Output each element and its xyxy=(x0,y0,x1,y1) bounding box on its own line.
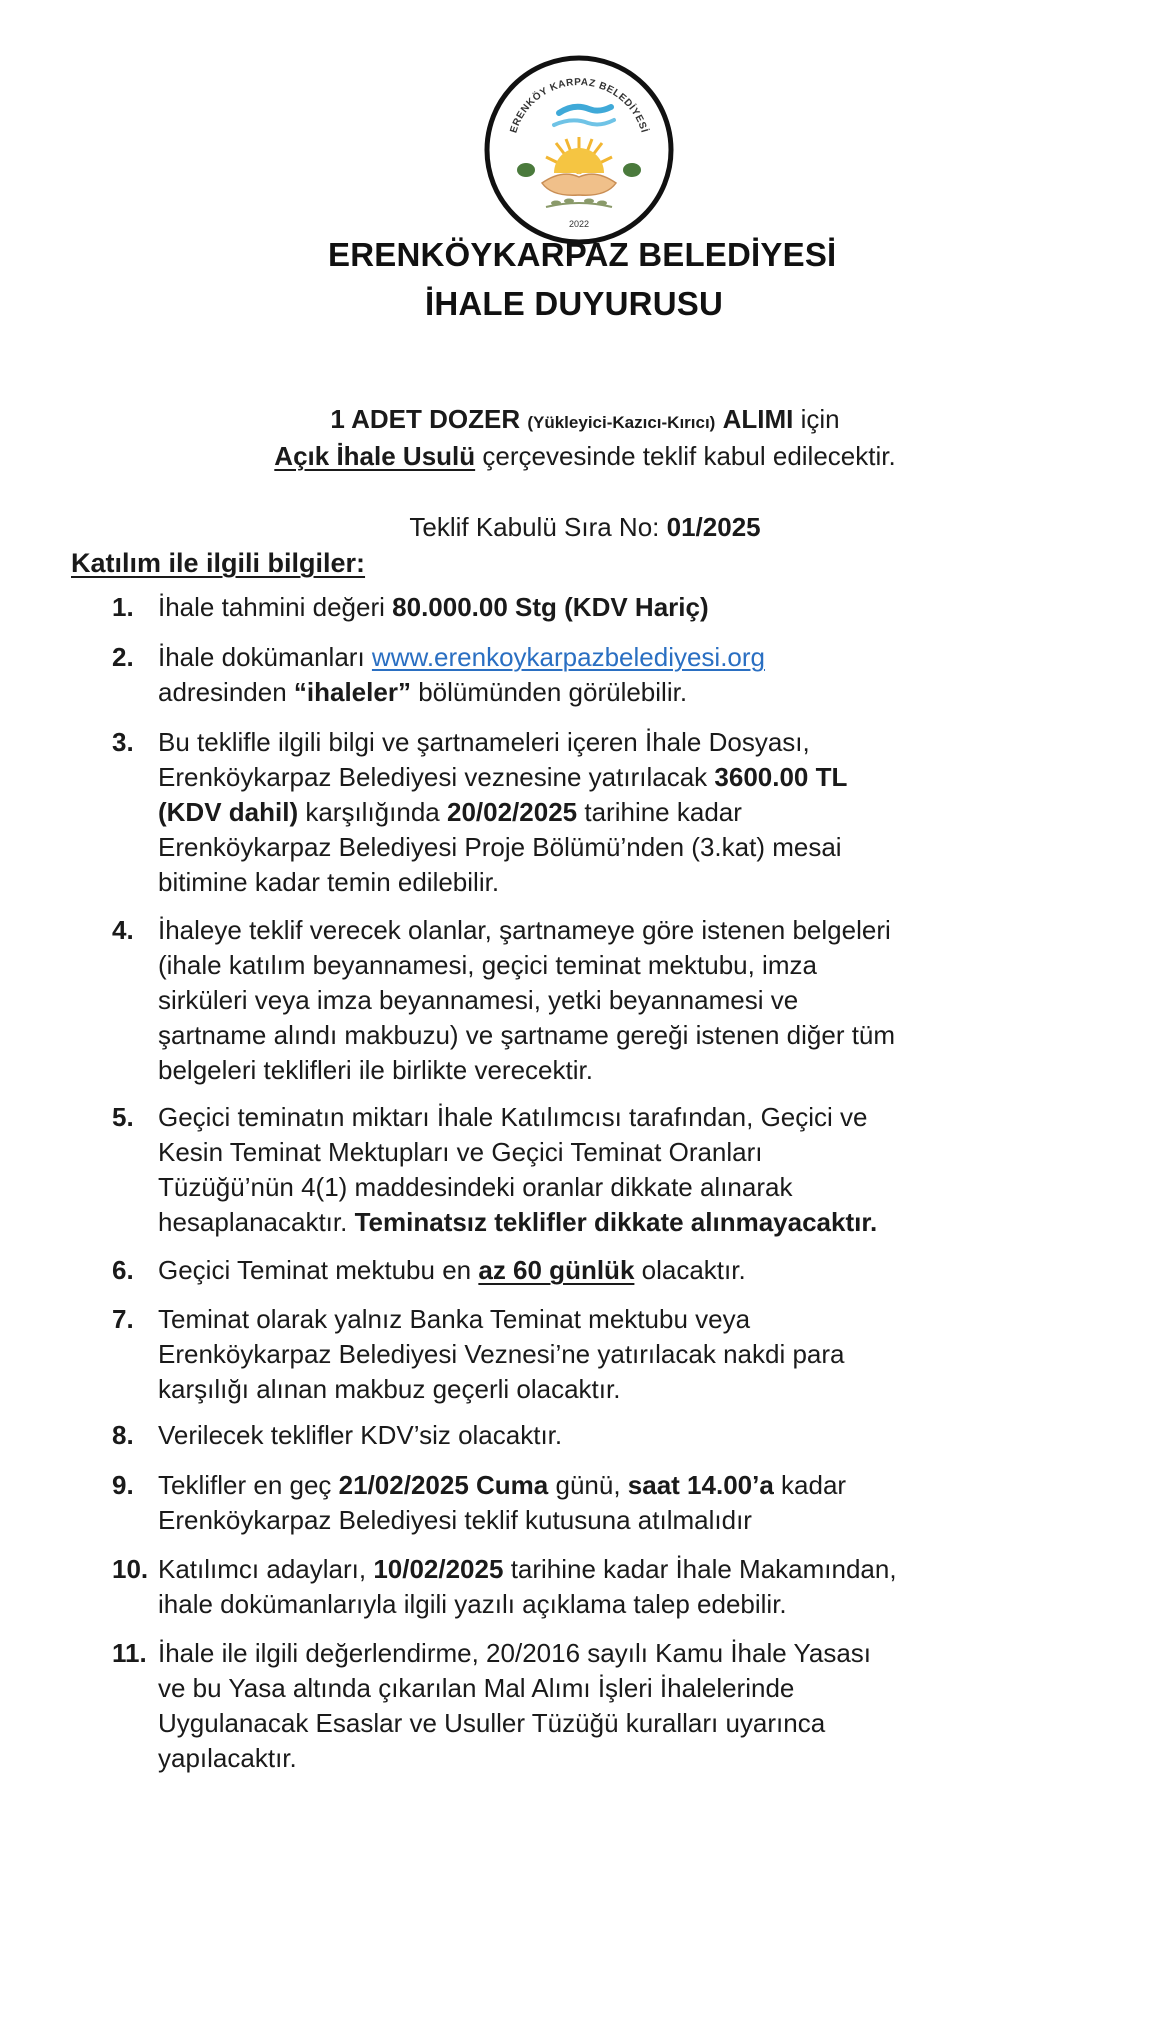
item-text: Erenköykarpaz Belediyesi veznesine yatırılacak xyxy=(158,762,708,792)
item-line: Uygulanacak Esaslar ve Usuller Tüzüğü kuralları uyarınca xyxy=(158,1708,826,1738)
estimated-value: 80.000.00 Stg (KDV Hariç) xyxy=(392,592,709,622)
clarification-date: 10/02/2025 xyxy=(373,1554,504,1584)
list-item xyxy=(112,725,1122,900)
list-item xyxy=(112,1418,1122,1453)
item-line: (ihale katılım beyannamesi, geçici teminat mektubu, imza xyxy=(158,950,817,980)
item-number: 2. xyxy=(112,642,134,672)
document-subtitle: İHALE DUYURUSU xyxy=(425,285,723,322)
list-item xyxy=(112,1468,1122,1538)
item-line: Erenköykarpaz Belediyesi Veznesi’ne yatırılacak nakdi para xyxy=(158,1339,845,1369)
list-item xyxy=(112,590,1122,625)
item-line: sirküleri veya imza beyannamesi, yetki beyannamesi ve xyxy=(158,985,799,1015)
item-line: Kesin Teminat Mektupları ve Geçici Teminat Oranları xyxy=(158,1137,763,1167)
warning-text: Teminatsız teklifler dikkate alınmayacaktır. xyxy=(354,1207,878,1237)
item-line: ihale dokümanlarıyla ilgili yazılı açıklama talep edebilir. xyxy=(158,1589,787,1619)
list-item xyxy=(112,913,1122,1088)
list-item xyxy=(112,1253,1122,1288)
intro-line-2-text: çerçevesinde teklif kabul edilecektir. xyxy=(482,441,896,471)
list-item xyxy=(112,1552,1122,1622)
validity-period: az 60 günlük xyxy=(478,1255,635,1285)
item-line: Erenköykarpaz Belediyesi Proje Bölümü’nden (3.kat) mesai xyxy=(158,832,842,862)
list-item xyxy=(112,1100,1122,1240)
item-number: 7. xyxy=(112,1304,134,1334)
list-item xyxy=(112,640,1122,710)
list-item xyxy=(112,1636,1122,1776)
item-number: 1. xyxy=(112,592,134,622)
item-text: İhale tahmini değeri xyxy=(158,592,385,622)
intro-line-2 xyxy=(0,441,1170,472)
item-text: İhale dokümanları xyxy=(158,642,365,672)
website-link[interactable]: www.erenkoykarpazbelediyesi.org xyxy=(371,642,766,672)
intro-line-1 xyxy=(0,404,1170,435)
deadline-date: 20/02/2025 xyxy=(446,797,578,827)
svg-text:ERENKÖY KARPAZ BELEDİYESİ: ERENKÖY KARPAZ BELEDİYESİ xyxy=(508,76,650,135)
item-text: tarihine kadar xyxy=(584,797,742,827)
item-line: İhaleye teklif verecek olanlar, şartnameye göre istenen belgeleri xyxy=(158,915,891,945)
submission-time: saat 14.00’a xyxy=(627,1470,774,1500)
item-number: 5. xyxy=(112,1102,134,1132)
item-line: şartname alındı makbuzu) ve şartname gereği istenen diğer tüm xyxy=(158,1020,896,1050)
intro-item-detail: (Yükleyici-Kazıcı-Kırıcı) xyxy=(527,413,716,432)
document-title: ERENKÖYKARPAZ BELEDİYESİ xyxy=(328,236,837,273)
vat-note: (KDV dahil) xyxy=(158,797,299,827)
item-number: 8. xyxy=(112,1420,134,1450)
municipality-logo xyxy=(484,55,674,245)
item-text: kadar xyxy=(781,1470,847,1500)
reference-label: Teklif Kabulü Sıra No: xyxy=(409,512,660,542)
item-text: karşılığında xyxy=(305,797,440,827)
item-line: karşılığı alınan makbuz geçerli olacaktır. xyxy=(158,1374,621,1404)
item-line: ve bu Yasa altında çıkarılan Mal Alımı İşleri İhalelerinde xyxy=(158,1673,795,1703)
intro-action: ALIMI xyxy=(722,404,794,434)
item-line: Verilecek teklifler KDV’siz olacaktır. xyxy=(158,1420,563,1450)
svg-text:2022: 2022 xyxy=(568,219,590,229)
item-text: tarihine kadar İhale Makamından, xyxy=(510,1554,897,1584)
item-text: günü, xyxy=(555,1470,621,1500)
item-text: hesaplanacaktır. xyxy=(158,1207,348,1237)
item-line: Bu teklifle ilgili bilgi ve şartnameleri içeren İhale Dosyası, xyxy=(158,727,810,757)
item-text: bölümünden görülebilir. xyxy=(418,677,688,707)
item-number: 6. xyxy=(112,1255,134,1285)
item-text: Katılımcı adayları, xyxy=(158,1554,367,1584)
item-line: İhale ile ilgili değerlendirme, 20/2016 sayılı Kamu İhale Yasası xyxy=(158,1638,872,1668)
tender-method: Açık İhale Usulü xyxy=(274,441,476,471)
reference-number xyxy=(0,512,1170,543)
item-line: belgeleri teklifleri ile birlikte verecektir. xyxy=(158,1055,593,1085)
item-number: 10. xyxy=(112,1554,149,1584)
intro-item: 1 ADET DOZER xyxy=(330,404,521,434)
item-line: yapılacaktır. xyxy=(158,1743,297,1773)
item-number: 4. xyxy=(112,915,134,945)
item-number: 11. xyxy=(112,1638,147,1668)
list-item xyxy=(112,1302,1122,1407)
item-text: adresinden xyxy=(158,677,287,707)
intro-for: için xyxy=(800,404,840,434)
section-heading: Katılım ile ilgili bilgiler: xyxy=(71,548,366,578)
item-line: bitimine kadar temin edilebilir. xyxy=(158,867,500,897)
item-line: Tüzüğü’nün 4(1) maddesindeki oranlar dikkate alınarak xyxy=(158,1172,793,1202)
item-line: Geçici teminatın miktarı İhale Katılımcısı tarafından, Geçici ve xyxy=(158,1102,868,1132)
item-number: 3. xyxy=(112,727,134,757)
submission-date: 21/02/2025 Cuma xyxy=(338,1470,549,1500)
item-line: Erenköykarpaz Belediyesi teklif kutusuna atılmalıdır xyxy=(158,1505,752,1535)
item-line: Teminat olarak yalnız Banka Teminat mektubu veya xyxy=(158,1304,751,1334)
document-fee: 3600.00 TL xyxy=(714,762,848,792)
section-name: “ihaleler” xyxy=(293,677,411,707)
reference-value: 01/2025 xyxy=(666,512,761,542)
item-text: Geçici Teminat mektubu en xyxy=(158,1255,472,1285)
item-text: olacaktır. xyxy=(641,1255,746,1285)
item-text: Teklifler en geç xyxy=(158,1470,332,1500)
item-number: 9. xyxy=(112,1470,134,1500)
logo-seal-icon xyxy=(484,55,674,245)
